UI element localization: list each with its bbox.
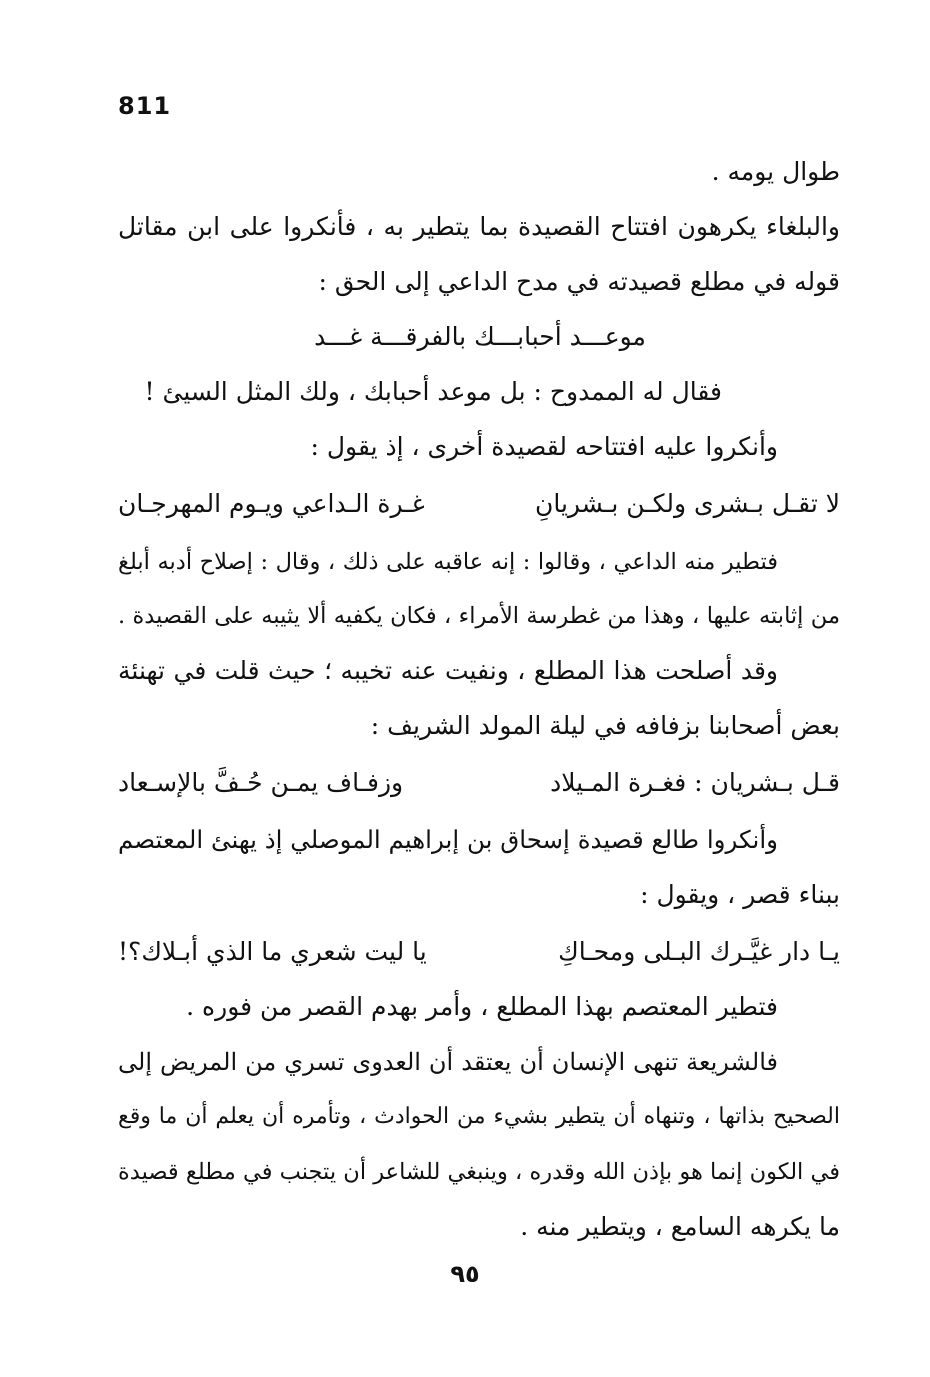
verse-second-hemistich: غـرة الـداعي ويـوم المهرجـان xyxy=(118,489,425,518)
text-line: في الكون إنما هو بإذن الله وقدره ، وينبغي للشاعر أن يتجنب في مطلع قصيدة xyxy=(118,1159,840,1185)
verse-single: موعـــد أحبابـــك بالفرقـــة غـــد xyxy=(314,322,646,351)
text-line: وأنكروا عليه افتتاحه لقصيدة أخرى ، إذ يقول : xyxy=(310,432,778,461)
text-line: فالشريعة تنهى الإنسان أن يعتقد أن العدوى تسري من المريض إلى xyxy=(118,1048,778,1076)
text-line: بعض أصحابنا بزفافه في ليلة المولد الشريف : xyxy=(370,711,840,740)
page-footer-number: ٩٥ xyxy=(450,1260,480,1288)
text-line: فتطير المعتصم بهذا المطلع ، وأمر بهدم القصر من فوره . xyxy=(186,992,778,1021)
verse-line xyxy=(118,932,840,972)
text-line: والبلغاء يكرهون افتتاح القصيدة بما يتطير به ، فأنكروا على ابن مقاتل xyxy=(118,212,840,241)
verse-first-hemistich: لا تقـل بـشرى ولكـن بـشريانِ xyxy=(534,489,840,518)
page-header-number: 811 xyxy=(118,92,172,120)
verse-line xyxy=(118,763,840,803)
text-line: فقال له الممدوح : بل موعد أحبابك ، ولك المثل السيئ ! xyxy=(144,377,722,406)
verse-second-hemistich: وزفـاف يمـن حُـفَّ بالإسـعاد xyxy=(118,768,404,797)
text-line: من إثابته عليها ، وهذا من غطرسة الأمراء ، فكان يكفيه ألا يثيبه على القصيدة . xyxy=(118,603,840,629)
text-line: وقد أصلحت هذا المطلع ، ونفيت عنه تخيبه ؛ حيث قلت في تهنئة xyxy=(118,656,778,685)
text-line: طوال يومه . xyxy=(711,157,840,186)
text-line: فتطير منه الداعي ، وقالوا : إنه عاقبه على ذلك ، وقال : إصلاح أدبه أبلغ xyxy=(118,549,778,575)
text-line: الصحيح بذاتها ، وتنهاه أن يتطير بشيء من الحوادث ، وتأمره أن يعلم أن ما وقع xyxy=(118,1104,840,1129)
verse-first-hemistich: قـل بـشريان : فغـرة المـيلاد xyxy=(550,768,840,797)
verse-second-hemistich: يا ليت شعري ما الذي أبـلاك؟! xyxy=(118,937,427,966)
text-line: قوله في مطلع قصيدته في مدح الداعي إلى الحق : xyxy=(318,267,840,296)
verse-first-hemistich: يـا دار غيَّـرك البـلى ومحـاكِ xyxy=(558,937,840,966)
text-line: ما يكرهه السامع ، ويتطير منه . xyxy=(520,1212,840,1241)
verse-line xyxy=(118,484,840,524)
text-line: ببناء قصر ، ويقول : xyxy=(640,880,840,909)
text-line: وأنكروا طالع قصيدة إسحاق بن إبراهيم الموصلي إذ يهنئ المعتصم xyxy=(118,825,778,854)
